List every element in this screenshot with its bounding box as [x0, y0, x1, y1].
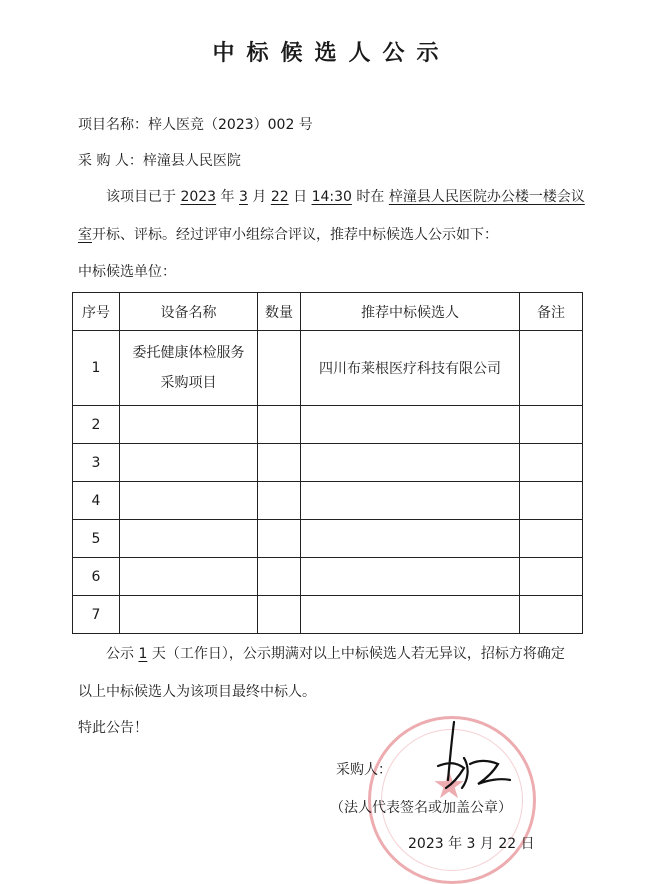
open-day: 22 — [270, 189, 289, 205]
notice-suffix: 天（工作日），公示期满对以上中标候选人若无异议，招标方将确定 — [147, 646, 565, 662]
row-item — [120, 482, 258, 520]
row-remark — [520, 482, 583, 520]
row-candidate — [301, 406, 520, 444]
open-time: 14:30 — [311, 189, 352, 205]
row-remark — [520, 444, 583, 482]
row-no: 4 — [73, 482, 120, 520]
row-qty — [258, 482, 301, 520]
header-candidate: 推荐中标候选人 — [301, 293, 520, 331]
date-day-unit: 日 — [516, 836, 535, 852]
row-qty — [258, 406, 301, 444]
purchaser-value: 梓潼县人民医院 — [142, 153, 241, 169]
paragraph-opening — [106, 187, 585, 207]
project-name-line — [78, 115, 313, 135]
row-no: 1 — [73, 331, 120, 406]
row-remark — [520, 406, 583, 444]
sign-note: （法人代表签名或加盖公章） — [330, 800, 512, 816]
table-row — [73, 520, 583, 558]
row-qty — [258, 520, 301, 558]
year-unit: 年 — [216, 189, 239, 205]
row-item — [120, 331, 258, 406]
purchaser-line — [78, 151, 241, 171]
seal-star-icon: ★ — [431, 763, 467, 807]
notice-days: 1 — [138, 646, 148, 662]
row-remark — [520, 331, 583, 406]
open-place-a: 梓潼县人民医院办公楼一楼会议 — [388, 189, 585, 205]
candidate-table — [72, 292, 583, 634]
date-day: 22 — [498, 836, 517, 852]
item-line-1: 委托健康体检服务 — [132, 345, 245, 361]
time-suffix: 时在 — [351, 189, 389, 205]
header-item: 设备名称 — [120, 293, 258, 331]
row-item — [120, 596, 258, 634]
row-remark — [520, 520, 583, 558]
row-qty — [258, 331, 301, 406]
row-candidate — [301, 482, 520, 520]
row-candidate — [301, 520, 520, 558]
row-qty — [258, 558, 301, 596]
table-row — [73, 444, 583, 482]
row-no: 7 — [73, 596, 120, 634]
purchaser-label: 采 购 人： — [78, 153, 143, 169]
item-line-2: 采购项目 — [160, 375, 217, 391]
open-month: 3 — [239, 189, 248, 205]
row-item — [120, 520, 258, 558]
project-name-value: 梓人医竞（2023）002 号 — [148, 117, 313, 133]
row-no: 2 — [73, 406, 120, 444]
table-header-row — [73, 293, 583, 331]
para-rest: 开标、评标。经过评审小组综合评议，推荐中标候选人公示如下： — [92, 227, 498, 243]
header-remark: 备注 — [520, 293, 583, 331]
open-year: 2023 — [180, 189, 217, 205]
table-row — [73, 482, 583, 520]
month-unit: 月 — [247, 189, 271, 205]
row-remark — [520, 596, 583, 634]
row-candidate: 四川布莱根医疗科技有限公司 — [301, 331, 520, 406]
row-candidate — [301, 596, 520, 634]
row-item — [120, 558, 258, 596]
row-qty — [258, 444, 301, 482]
table-row — [73, 406, 583, 444]
row-item — [120, 406, 258, 444]
para-prefix: 该项目已于 — [106, 189, 181, 205]
row-remark — [520, 558, 583, 596]
units-label: 中标候选单位： — [78, 264, 176, 280]
day-unit: 日 — [288, 189, 312, 205]
project-name-label: 项目名称： — [78, 117, 148, 133]
notice-line-2: 以上中标候选人为该项目最终中标人。 — [78, 684, 316, 700]
closing-text: 特此公告！ — [78, 720, 148, 736]
date-month: 3 — [466, 836, 476, 852]
date-month-unit: 月 — [475, 836, 499, 852]
header-no: 序号 — [73, 293, 120, 331]
open-place-b: 室 — [78, 227, 92, 243]
signature-mark — [408, 718, 518, 798]
notice-prefix: 公示 — [106, 646, 139, 662]
notice-line — [106, 644, 565, 664]
row-no: 3 — [73, 444, 120, 482]
row-no: 5 — [73, 520, 120, 558]
sign-purchaser-label: 采购人： — [336, 762, 392, 778]
row-qty — [258, 596, 301, 634]
paragraph-opening-line2 — [78, 225, 498, 245]
date-year: 2023 — [408, 836, 444, 852]
date-year-unit: 年 — [443, 836, 467, 852]
table-row — [73, 331, 583, 406]
document-title: 中标候选人公示 — [212, 41, 451, 66]
row-item — [120, 444, 258, 482]
header-qty: 数量 — [258, 293, 301, 331]
table-row — [73, 596, 583, 634]
announcement-date — [408, 834, 535, 854]
row-candidate — [301, 558, 520, 596]
table-row — [73, 558, 583, 596]
row-candidate — [301, 444, 520, 482]
row-no: 6 — [73, 558, 120, 596]
